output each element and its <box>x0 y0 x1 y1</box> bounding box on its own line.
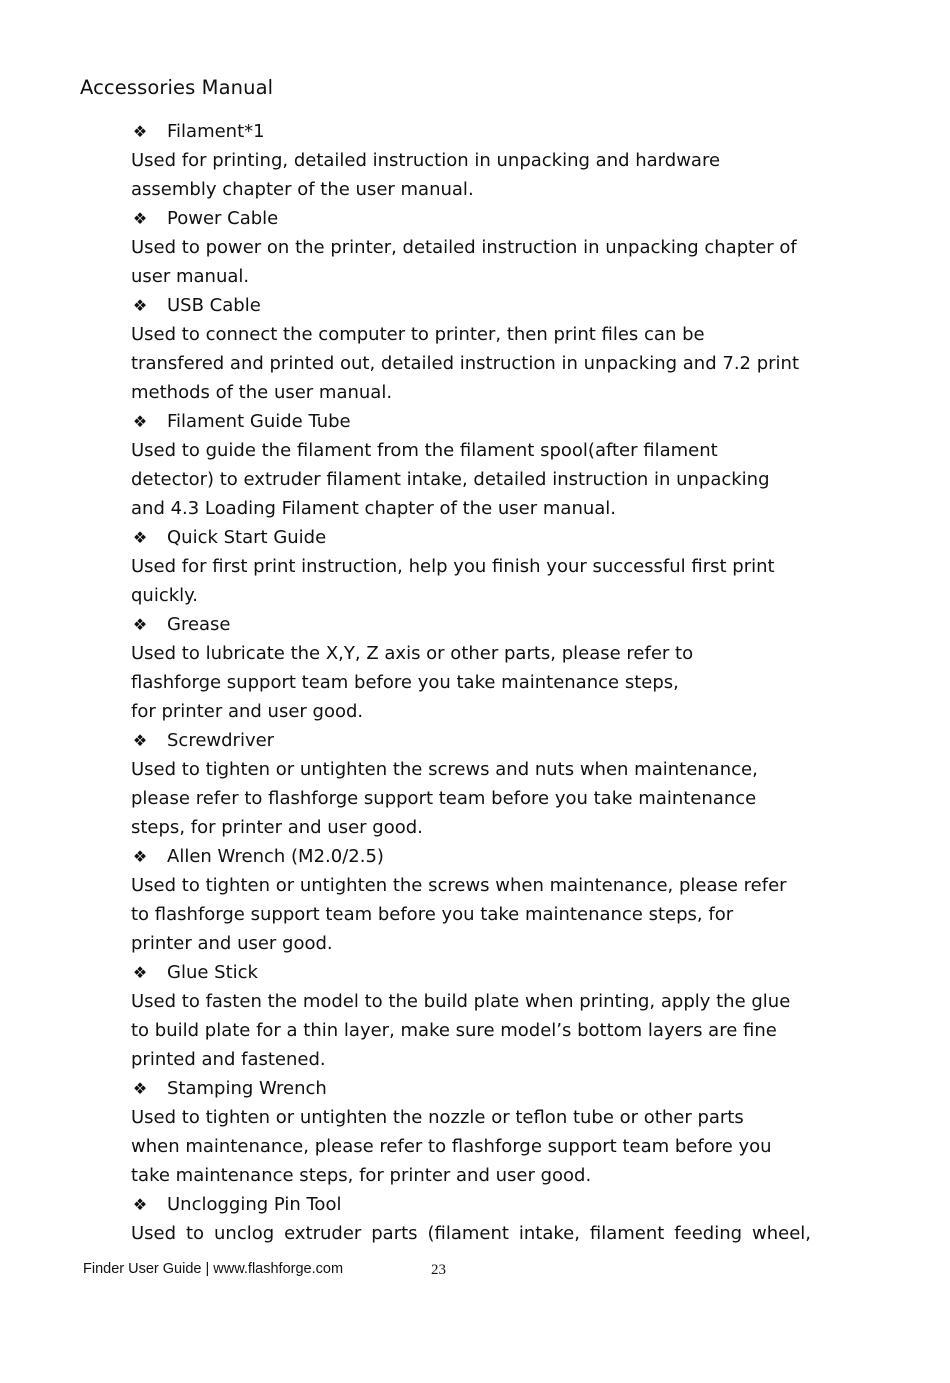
list-item <box>131 117 811 204</box>
diamond-bullet-icon: ❖ <box>132 1195 148 1214</box>
item-title: Power Cable <box>167 208 279 229</box>
list-item <box>131 842 811 958</box>
diamond-bullet-icon: ❖ <box>132 296 148 315</box>
item-description-line: steps, for printer and user good. <box>131 817 423 838</box>
item-title-row <box>131 1190 811 1219</box>
list-item <box>131 1074 811 1190</box>
item-title: Grease <box>167 614 231 635</box>
item-description-line: user manual. <box>131 266 250 287</box>
item-title-row <box>131 523 811 552</box>
item-description-line: Used to tighten or untighten the screws when maintenance, please refer <box>131 875 787 896</box>
item-description-line: for printer and user good. <box>131 701 364 722</box>
item-title-row <box>131 291 811 320</box>
item-title-row <box>131 1074 811 1103</box>
diamond-bullet-icon: ❖ <box>132 963 148 982</box>
item-description-line: Used to tighten or untighten the screws and nuts when maintenance, <box>131 759 758 780</box>
item-description-line: Used to guide the filament from the filament spool(after filament <box>131 440 718 461</box>
list-item <box>131 610 811 726</box>
item-description-line: when maintenance, please refer to flashforge support team before you <box>131 1136 772 1157</box>
page-heading: Accessories Manual <box>80 76 274 99</box>
item-title: Filament*1 <box>167 121 265 142</box>
diamond-bullet-icon: ❖ <box>132 1079 148 1098</box>
item-description-line: Used to lubricate the X,Y, Z axis or other parts, please refer to <box>131 643 694 664</box>
page-number: 23 <box>431 1262 446 1278</box>
diamond-bullet-icon: ❖ <box>132 412 148 431</box>
item-description-line: Used to power on the printer, detailed instruction in unpacking chapter of <box>131 237 797 258</box>
item-title-row <box>131 958 811 987</box>
item-description-line: Used to tighten or untighten the nozzle or teflon tube or other parts <box>131 1107 744 1128</box>
accessories-list <box>131 117 811 1248</box>
item-description-line: transfered and printed out, detailed instruction in unpacking and 7.2 print <box>131 353 800 374</box>
item-description-line: to flashforge support team before you take maintenance steps, for <box>131 904 734 925</box>
item-title-row <box>131 610 811 639</box>
list-item <box>131 523 811 610</box>
item-description-line: to build plate for a thin layer, make sure model’s bottom layers are fine <box>131 1020 777 1041</box>
list-item <box>131 1190 811 1248</box>
item-title: Quick Start Guide <box>167 527 327 548</box>
item-title-row <box>131 204 811 233</box>
item-description-line: Used for first print instruction, help you finish your successful first print <box>131 556 775 577</box>
item-title: Unclogging Pin Tool <box>167 1194 342 1215</box>
diamond-bullet-icon: ❖ <box>132 122 148 141</box>
item-description-line: flashforge support team before you take maintenance steps, <box>131 672 679 693</box>
item-title: Filament Guide Tube <box>167 411 351 432</box>
item-description-line: printed and fastened. <box>131 1049 326 1070</box>
item-description-line: methods of the user manual. <box>131 382 393 403</box>
list-item <box>131 958 811 1074</box>
diamond-bullet-icon: ❖ <box>132 847 148 866</box>
item-description-line: detector) to extruder filament intake, detailed instruction in unpacking <box>131 469 770 490</box>
item-description-line: Used to fasten the model to the build plate when printing, apply the glue <box>131 991 791 1012</box>
diamond-bullet-icon: ❖ <box>132 615 148 634</box>
item-title: Stamping Wrench <box>167 1078 327 1099</box>
item-description-line: Used for printing, detailed instruction in unpacking and hardware <box>131 150 721 171</box>
list-item <box>131 407 811 523</box>
item-title-row <box>131 407 811 436</box>
list-item <box>131 291 811 407</box>
diamond-bullet-icon: ❖ <box>132 209 148 228</box>
item-title: Allen Wrench (M2.0/2.5) <box>167 846 384 867</box>
item-title-row <box>131 726 811 755</box>
diamond-bullet-icon: ❖ <box>132 731 148 750</box>
item-description-line: assembly chapter of the user manual. <box>131 179 474 200</box>
footer-text: Finder User Guide | www.flashforge.com <box>83 1261 344 1277</box>
item-title: Screwdriver <box>167 730 275 751</box>
item-description-line: Used to unclog extruder parts (filament intake, filament feeding wheel, <box>131 1223 811 1244</box>
item-description-line: please refer to flashforge support team before you take maintenance <box>131 788 757 809</box>
list-item <box>131 726 811 842</box>
item-title: USB Cable <box>167 295 261 316</box>
item-description-line: Used to connect the computer to printer, then print files can be <box>131 324 705 345</box>
item-title-row <box>131 842 811 871</box>
diamond-bullet-icon: ❖ <box>132 528 148 547</box>
item-title-row <box>131 117 811 146</box>
item-title: Glue Stick <box>167 962 258 983</box>
list-item <box>131 204 811 291</box>
item-description-line: printer and user good. <box>131 933 333 954</box>
item-description-line: and 4.3 Loading Filament chapter of the user manual. <box>131 498 617 519</box>
item-description-line: take maintenance steps, for printer and user good. <box>131 1165 592 1186</box>
item-description-line: quickly. <box>131 585 198 606</box>
